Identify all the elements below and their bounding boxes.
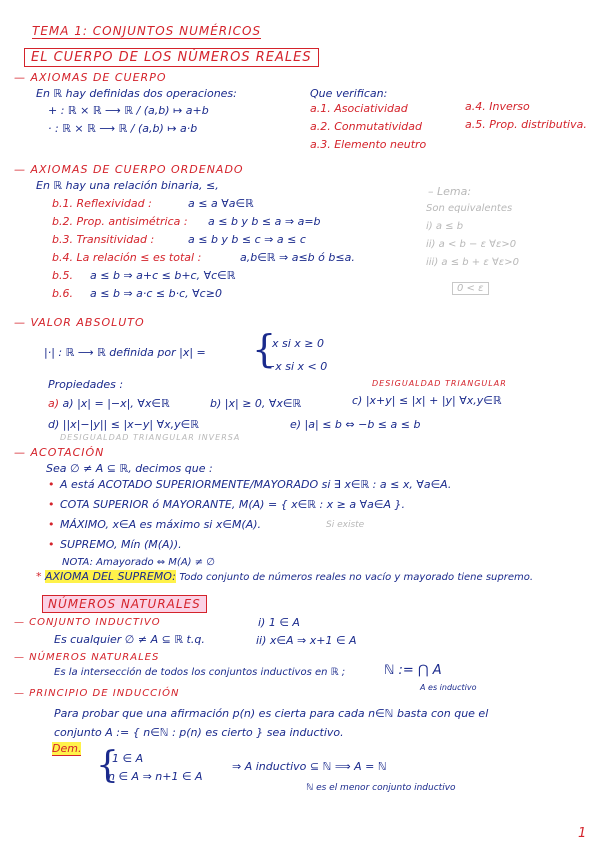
- orden-label-b2: b.2. Prop. antisimétrica :: [52, 215, 188, 228]
- lema-line-1: i) a ≤ b: [426, 221, 464, 232]
- cond-2: ii) x∈A ⇒ x+1 ∈ A: [256, 634, 357, 647]
- numeros-naturales-text: Es la intersección de todos los conjuntos inductivos en ℝ ;: [54, 667, 346, 678]
- prop-d: d) ||x|−|y|| ≤ |x−y| ∀x,y∈ℝ: [48, 418, 199, 431]
- lema-line-3: iii) a ≤ b + ε ∀ε>0: [426, 257, 519, 268]
- section-title-cuerpo: EL CUERPO DE LOS NÚMEROS REALES: [24, 48, 319, 67]
- heading-axiomas-cuerpo: — AXIOMAS DE CUERPO: [14, 71, 167, 84]
- que-verifican: Que verifican:: [310, 87, 388, 100]
- orden-label-b5: b.5.: [52, 269, 73, 282]
- acotacion-bullet-2: COTA SUPERIOR ó MAYORANTE, M(A) = { x∈ℝ : x ≥ a ∀a∈A }.: [60, 498, 405, 511]
- op-dot: · : ℝ × ℝ ⟶ ℝ / (a,b) ↦ a·b: [48, 122, 198, 135]
- orden-expr-b4: a,b∈ℝ ⇒ a≤b ó b≤a.: [240, 251, 355, 264]
- acotacion-bullet-3: MÁXIMO, x∈A es máximo si x∈M(A).: [60, 518, 262, 531]
- prop-c: c) |x+y| ≤ |x| + |y| ∀x,y∈ℝ: [352, 394, 502, 407]
- orden-expr-b6: a ≤ b ⇒ a·c ≤ b·c, ∀c≥0: [90, 287, 222, 300]
- cuerpo-item-a4: a.4. Inverso: [465, 100, 530, 113]
- orden-label-b4: b.4. La relación ≤ es total :: [52, 251, 202, 264]
- heading-axiomas-orden: — AXIOMAS DE CUERPO ORDENADO: [14, 163, 244, 176]
- dem-brace: {: [96, 745, 119, 786]
- orden-expr-b2: a ≤ b y b ≤ a ⇒ a=b: [208, 215, 321, 228]
- induccion-text-1: Para probar que una afirmación p(n) es cierta para cada n∈ℕ basta con que el: [54, 707, 489, 720]
- desigualdad-triangular-label: DESIGUALDAD TRIANGULAR: [372, 379, 507, 388]
- valor-case-1: x si x ≥ 0: [272, 337, 325, 350]
- cases-brace: {: [252, 327, 277, 371]
- prop-a: a) a) |x| = |−x|, ∀x∈ℝ: [48, 397, 170, 410]
- bullet-2-dot: •: [48, 498, 55, 511]
- desigualdad-inversa-label: DESIGUALDAD TRIANGULAR INVERSA: [60, 433, 241, 442]
- heading-acotacion: — ACOTACIÓN: [14, 446, 105, 459]
- orden-label-b3: b.3. Transitividad :: [52, 233, 155, 246]
- orden-expr-b3: a ≤ b y b ≤ c ⇒ a ≤ c: [188, 233, 306, 246]
- heading-conjunto-inductivo: — CONJUNTO INDUCTIVO: [14, 617, 161, 628]
- acotacion-intro: Sea ∅ ≠ A ⊆ ℝ, decimos que :: [46, 462, 213, 475]
- heading-valor-absoluto: — VALOR ABSOLUTO: [14, 316, 145, 329]
- heading-numeros-naturales: — NÚMEROS NATURALES: [14, 652, 160, 663]
- axioma-supremo-text: Todo conjunto de números reales no vacío y mayorado tiene supremo.: [179, 572, 534, 583]
- induccion-text-2: conjunto A := { n∈ℕ : p(n) es cierto } sea inductivo.: [54, 726, 344, 739]
- axiomas-cuerpo-intro: En ℝ hay definidas dos operaciones:: [36, 87, 237, 100]
- conjunto-inductivo-text: Es cualquier ∅ ≠ A ⊆ ℝ t.q.: [54, 633, 205, 646]
- nota: NOTA: Amayorado ⇔ M(A) ≠ ∅: [62, 557, 216, 568]
- cuerpo-item-a5: a.5. Prop. distributiva.: [465, 118, 587, 131]
- valor-case-2: −x si x < 0: [266, 360, 328, 373]
- section-title-naturales: NÚMEROS NATURALES: [42, 595, 207, 613]
- orden-expr-b5: a ≤ b ⇒ a+c ≤ b+c, ∀c∈ℝ: [90, 269, 236, 282]
- page-number: 1: [578, 826, 587, 841]
- op-plus: + : ℝ × ℝ ⟶ ℝ / (a,b) ↦ a+b: [48, 104, 209, 117]
- cuerpo-item-a2: a.2. Conmutatividad: [310, 120, 422, 133]
- nn-formula: ℕ := ⋂ A: [384, 663, 442, 678]
- orden-label-b1: b.1. Reflexividad :: [52, 197, 152, 210]
- valor-absoluto-def: |·| : ℝ ⟶ ℝ definida por |x| =: [44, 346, 206, 359]
- orden-label-b6: b.6.: [52, 287, 73, 300]
- propiedades-label: Propiedades :: [48, 378, 124, 391]
- dem-line-2: n ∈ A ⇒ n+1 ∈ A: [108, 770, 203, 783]
- axioma-supremo: * AXIOMA DEL SUPREMO: Todo conjunto de números reales no vacío y mayorado tiene supremo.: [36, 570, 534, 583]
- dem-note: ℕ es el menor conjunto inductivo: [306, 783, 456, 793]
- dem-result: ⇒ A inductivo ⊆ ℕ ⟹ A = ℕ: [232, 760, 387, 773]
- lema-line-2: ii) a < b − ε ∀ε>0: [426, 239, 517, 250]
- tema-title: TEMA 1: CONJUNTOS NUMÉRICOS: [32, 24, 262, 38]
- acotacion-bullet-4: SUPREMO, Mín (M(A)).: [60, 538, 182, 551]
- lema-box: 0 < ε: [452, 282, 489, 295]
- dem-line-1: 1 ∈ A: [112, 752, 144, 765]
- bullet-1-dot: •: [48, 478, 55, 491]
- acotacion-bullet-1: A está ACOTADO SUPERIORMENTE/MAYORADO si ∃ x∈ℝ : a ≤ x, ∀a∈A.: [60, 478, 452, 491]
- prop-b: b) |x| ≥ 0, ∀x∈ℝ: [210, 397, 302, 410]
- axioma-supremo-label: AXIOMA DEL SUPREMO:: [45, 570, 176, 583]
- cuerpo-item-a1: a.1. Asociatividad: [310, 102, 408, 115]
- lema-title: – Lema:: [428, 185, 472, 198]
- bullet-3-dot: •: [48, 518, 55, 531]
- orden-intro: En ℝ hay una relación binaria, ≤,: [36, 179, 219, 192]
- orden-expr-b1: a ≤ a ∀a∈ℝ: [188, 197, 254, 210]
- nn-formula-sub: A es inductivo: [420, 683, 477, 692]
- cuerpo-item-a3: a.3. Elemento neutro: [310, 138, 427, 151]
- dem-label: Dem.: [52, 742, 82, 755]
- cond-1: i) 1 ∈ A: [258, 616, 300, 629]
- prop-e: e) |a| ≤ b ⇔ −b ≤ a ≤ b: [290, 418, 421, 431]
- bullet-4-dot: •: [48, 538, 55, 551]
- heading-principio-induccion: — PRINCIPIO DE INDUCCIÓN: [14, 688, 180, 699]
- si-existe-note: Si existe: [326, 520, 365, 530]
- lema-sub: Son equivalentes: [426, 203, 513, 214]
